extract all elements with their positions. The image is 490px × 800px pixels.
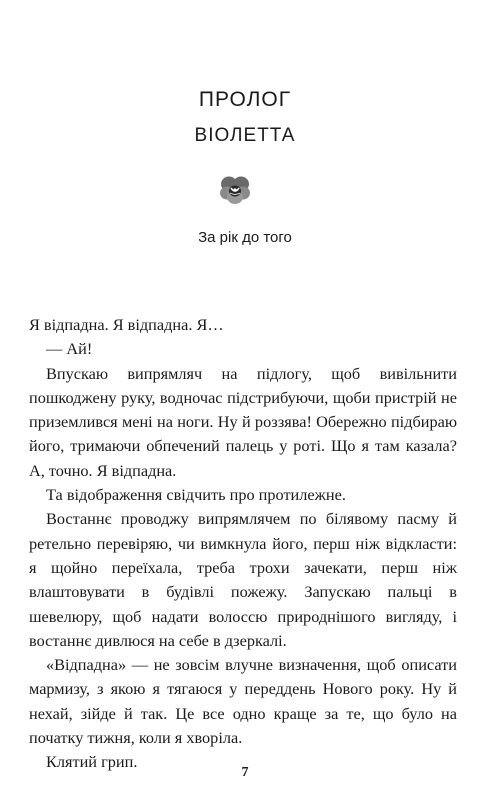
body-text — [29, 313, 457, 775]
chapter-subtitle: ВІОЛЕТТА — [194, 125, 296, 146]
pansy-flower-icon — [219, 174, 251, 206]
paragraph: Клятий грип. — [46, 752, 138, 772]
paragraph: Впускаю випрямляч на підлогу, щоб вивільнити пошкоджену руку, водночас підстрибуючи, щоби пристрій не приземлився мені на ноги. Ну й роззява! Обережно підбираю його, тримаючи обпечений палець у роті. Що я там казала? А, точно. Я відпадна. — [29, 363, 457, 480]
paragraph: Та відображення свідчить про протилежне. — [46, 485, 346, 505]
paragraph: Востаннє проводжу випрямлячем по білявому пасму й ретельно перевіряю, чи вимкнула його, перш ніж відкласти: я щойно переїхала, треба трохи зачекати, перш ніж влаштовувати в будівлі пожежу. Запускаю пальці в шевелюру, щоб надати волоссю природнішого вигляду, і востаннє дивлюся на себе в дзеркалі. — [29, 509, 457, 650]
paragraph: Я відпадна. Я відпадна. Я… — [29, 315, 224, 334]
paragraph: «Відпадна» — не зовсім влучне визначення, щоб описати мармизу, з якою я тягаюся у переддень Нового року. Ну й нехай, зійде й так. Це все одно краще за те, що було на початку тижня, коли я хворіла. — [29, 655, 457, 748]
paragraph: — Ай! — [46, 339, 93, 359]
chapter-title: ПРОЛОГ — [198, 88, 292, 111]
time-note: За рік до того — [198, 229, 292, 246]
page-number: 7 — [241, 765, 249, 780]
